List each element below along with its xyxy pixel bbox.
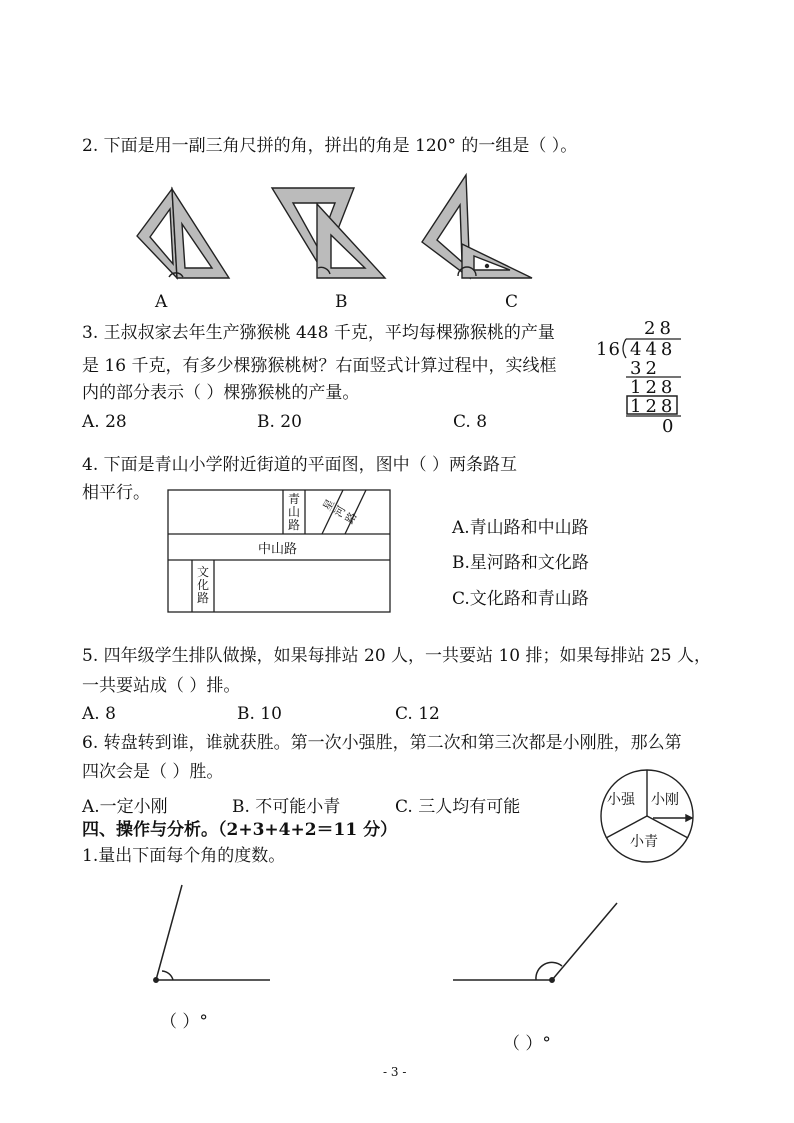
option-c-label: C — [505, 292, 519, 312]
angle-1 — [154, 885, 270, 982]
road-label-char: 路 — [196, 591, 209, 605]
road-label-char: 青 — [287, 492, 300, 506]
q3-option-a: A. 28 — [82, 412, 127, 432]
q4-line2: 相平行。 — [82, 483, 150, 503]
q3-line1: 3. 王叔叔家去年生产猕猴桃 448 千克，平均每棵猕猴桃的产量 — [82, 323, 555, 343]
division-step3-boxed: 128 — [630, 396, 677, 417]
road-label-char: 山 — [287, 505, 300, 519]
road-label-wenhua — [196, 566, 210, 605]
q6-option-a: A.一定小刚 — [82, 797, 168, 817]
spinner-label-xiaoqing: 小青 — [630, 834, 658, 850]
road-label-char: 星 — [320, 496, 338, 514]
road-label-char: 化 — [196, 578, 209, 592]
page-number: - 3 - — [383, 1065, 407, 1079]
option-a-label: A — [155, 292, 168, 312]
q4-option-c: C.文化路和青山路 — [452, 589, 589, 609]
q5-option-b: B. 10 — [237, 704, 282, 724]
section4-title: 四、操作与分析。（2+3+4+2＝11 分） — [82, 820, 398, 840]
division-remainder: 0 — [662, 416, 678, 437]
q3-line3: 内的部分表示（ ）棵猕猴桃的产量。 — [82, 383, 360, 403]
spinner-label-xiaoqiang: 小强 — [607, 792, 635, 808]
q5-option-a: A. 8 — [82, 704, 116, 724]
road-label-char: 路 — [287, 518, 300, 532]
q2-stem: 2. 下面是用一副三角尺拼的角，拼出的角是 120° 的一组是（ ）。 — [82, 136, 578, 156]
q6-line1: 6. 转盘转到谁，谁就获胜。第一次小强胜，第二次和第三次都是小刚胜，那么第 — [82, 733, 682, 753]
option-b-label: B — [335, 292, 348, 312]
division-quotient: 28 — [644, 318, 675, 339]
set-square-group-a — [137, 189, 229, 278]
angle-1-blank: （ ）° — [160, 1012, 208, 1032]
road-label-char: 路 — [342, 509, 360, 527]
q5-line1: 5. 四年级学生排队做操，如果每排站 20 人，一共要站 10 排；如果每排站 25 人， — [82, 646, 711, 666]
angle-2-blank: （ ）° — [503, 1034, 551, 1054]
q6-option-b: B. 不可能小青 — [232, 797, 341, 817]
road-label-char: 文 — [196, 565, 209, 579]
division-dividend: 448 — [630, 339, 677, 360]
q4-option-a: A.青山路和中山路 — [452, 518, 589, 538]
section4-q1: 1.量出下面每个角的度数。 — [82, 846, 286, 866]
set-square-group-c — [422, 175, 532, 278]
division-step2: 128 — [630, 377, 677, 398]
q5-line2: 一共要站成（ ）排。 — [82, 676, 241, 696]
q3-option-c: C. 8 — [453, 412, 488, 432]
angle-2 — [453, 903, 617, 982]
division-step1: 32 — [630, 358, 661, 379]
q4-line1: 4. 下面是青山小学附近街道的平面图，图中（ ）两条路互 — [82, 455, 518, 475]
division-divisor: 16 — [596, 339, 621, 360]
road-label-zhongshan: 中山路 — [258, 542, 298, 557]
set-square-group-b — [272, 188, 385, 278]
q4-option-b: B.星河路和文化路 — [452, 553, 589, 573]
road-label-char: 河 — [331, 503, 349, 520]
spinner-label-xiaogang: 小刚 — [651, 792, 679, 808]
q6-option-c: C. 三人均有可能 — [395, 797, 521, 817]
road-label-qingshan — [287, 493, 301, 532]
q3-line2: 是 16 千克，有多少棵猕猴桃树？右面竖式计算过程中，实线框 — [82, 356, 557, 376]
q3-option-b: B. 20 — [257, 412, 302, 432]
q6-line2: 四次会是（ ）胜。 — [82, 762, 224, 782]
q5-option-c: C. 12 — [395, 704, 440, 724]
